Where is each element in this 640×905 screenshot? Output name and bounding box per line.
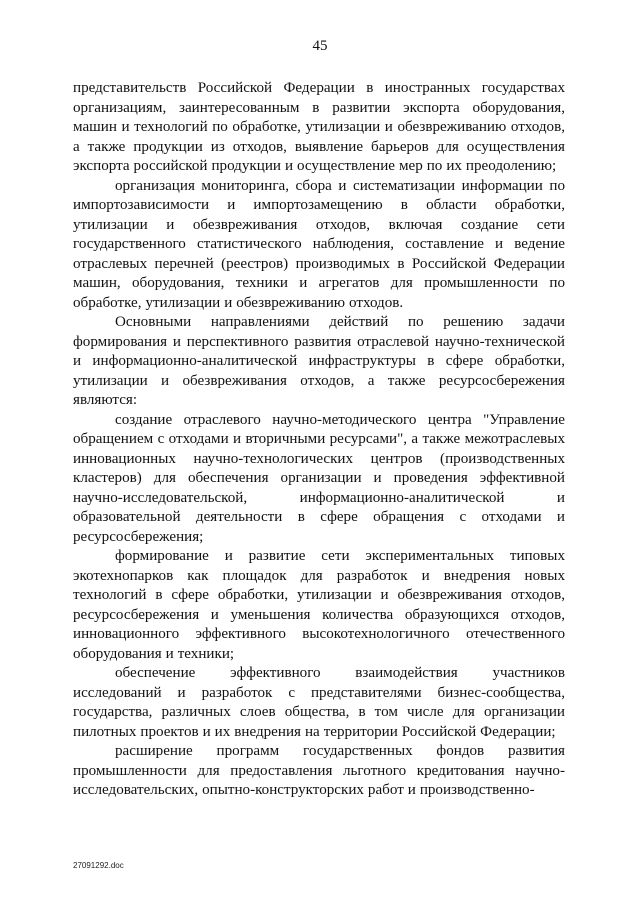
paragraph-funds-expansion: расширение программ государственных фондов развития промышленности для предоставления льготного кредитования научно-исследовательских, опытно-конструкторских работ и производственно- <box>73 743 565 798</box>
paragraph-scientific-center: создание отраслевого научно-методического центра "Управление обращением с отходами и вторичными ресурсами", а также межотраслевых инновационных научно-технологических центров (производственных кластеров) для обеспечения организации и проведения эффективной научно-исследовательской, информационно-аналитической и образовательной деятельности в сфере обращения с отходами и ресурсосбережения; <box>73 411 565 545</box>
paragraph-main-directions: Основными направлениями действий по решению задачи формирования и перспективного развития отраслевой научно-технической и информационно-аналитической инфраструктуры в сфере обработки, утилизации и обезвреживания отходов, а также ресурсосбережения являются: <box>73 314 565 408</box>
paragraph-monitoring: организация мониторинга, сбора и систематизации информации по импортозависимости и импортозамещению в области обработки, утилизации и обезвреживания отходов, включая создание сети государственного статистического наблюдения, составление и ведение отраслевых перечней (реестров) производимых в Российской Федерации машин, оборудования, техники и агрегатов для промышленности по обработке, утилизации и обезвреживанию отходов. <box>73 177 565 311</box>
document-body <box>73 79 565 801</box>
paragraph-continuation: представительств Российской Федерации в иностранных государствах организациям, заинтересованным в развитии экспорта оборудования, машин и технологий по обработке, утилизации и обезвреживанию отходов, а также продукции из отходов, выявление барьеров для осуществления экспорта российской продукции и осуществление мер по их преодолению; <box>73 80 565 174</box>
paragraph-ecotechnoparks: формирование и развитие сети экспериментальных типовых экотехнопарков как площадок для разработок и внедрения новых технологий в сфере обработки, утилизации и обезвреживания отходов, ресурсосбережения и уменьшения количества образующихся отходов, инновационного эффективного высокотехнологичного отечественного оборудования и техники; <box>73 548 565 662</box>
file-name-footer: 27091292.doc <box>73 861 124 870</box>
page-number: 45 <box>312 38 328 54</box>
paragraph-interaction: обеспечение эффективного взаимодействия участников исследований и разработок с представителями бизнес-сообщества, государства, различных слоев общества, в том числе для организации пилотных проектов и их внедрения на территории Российской Федерации; <box>73 665 565 740</box>
